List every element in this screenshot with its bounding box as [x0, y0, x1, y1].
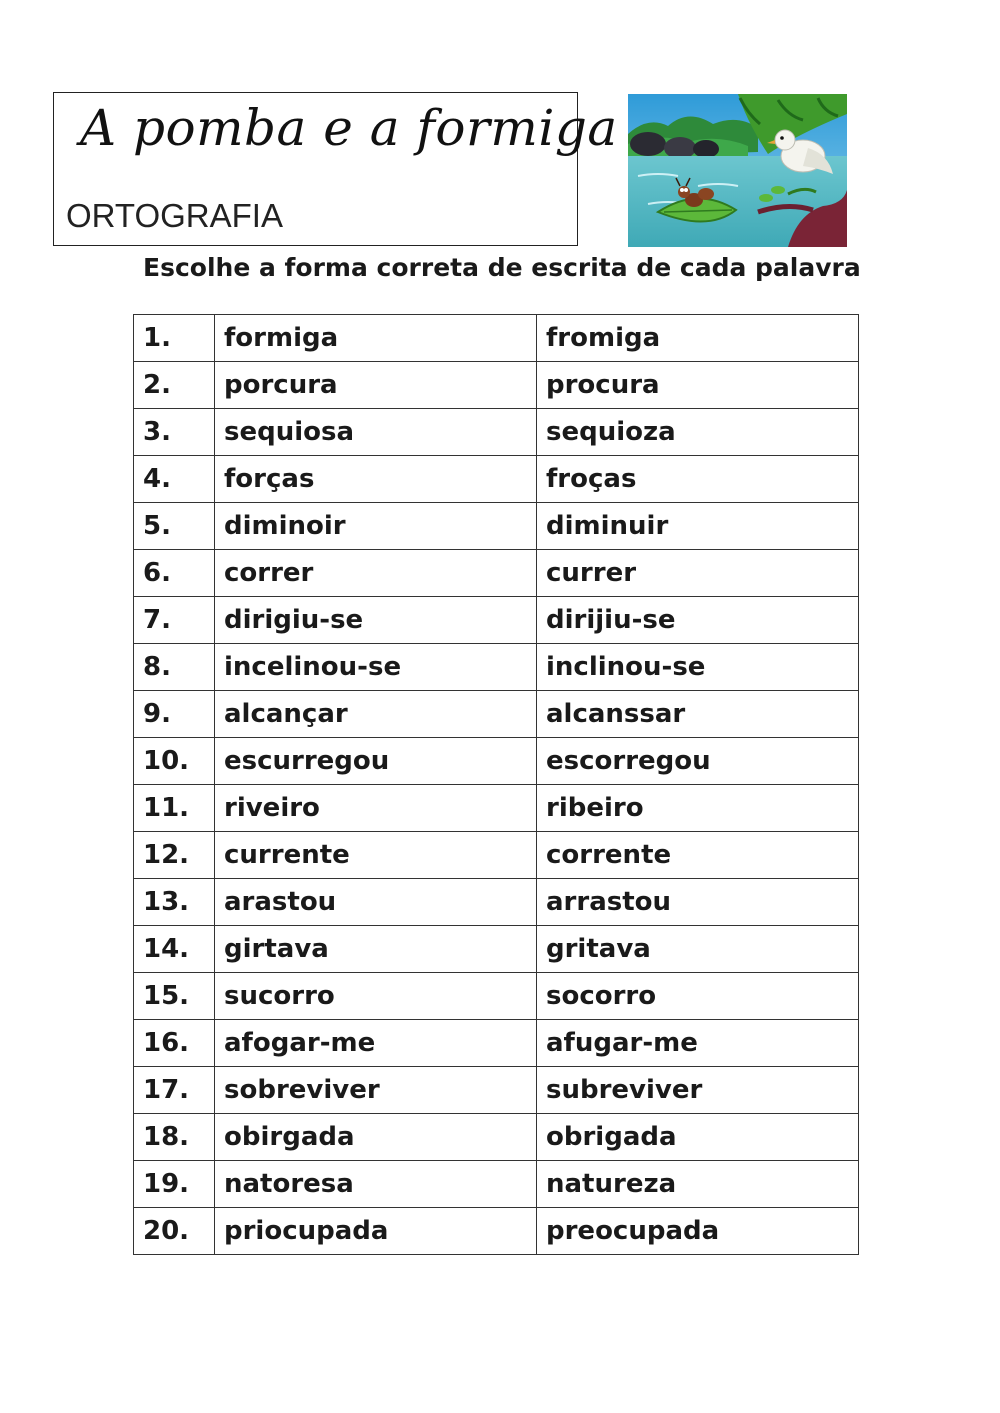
option-b[interactable]: procura — [537, 362, 859, 409]
option-a[interactable]: porcura — [215, 362, 537, 409]
table-row — [134, 691, 859, 738]
option-b[interactable]: escorregou — [537, 738, 859, 785]
spelling-choice-table — [133, 314, 859, 1255]
option-b[interactable]: corrente — [537, 832, 859, 879]
option-b[interactable]: currer — [537, 550, 859, 597]
option-a[interactable]: formiga — [215, 315, 537, 362]
option-a[interactable]: afogar-me — [215, 1020, 537, 1067]
option-b[interactable]: obrigada — [537, 1114, 859, 1161]
table-row — [134, 1208, 859, 1255]
item-number: 16. — [134, 1020, 215, 1067]
item-number: 20. — [134, 1208, 215, 1255]
option-b[interactable]: socorro — [537, 973, 859, 1020]
table-row — [134, 785, 859, 832]
option-b[interactable]: fromiga — [537, 315, 859, 362]
table-row — [134, 503, 859, 550]
table-row — [134, 738, 859, 785]
item-number: 9. — [134, 691, 215, 738]
option-b[interactable]: preocupada — [537, 1208, 859, 1255]
option-b[interactable]: dirijiu-se — [537, 597, 859, 644]
option-a[interactable]: incelinou-se — [215, 644, 537, 691]
option-b[interactable]: alcanssar — [537, 691, 859, 738]
option-b[interactable]: froças — [537, 456, 859, 503]
table-row — [134, 1020, 859, 1067]
option-a[interactable]: alcançar — [215, 691, 537, 738]
worksheet-subtitle: ORTOGRAFIA — [66, 197, 283, 234]
option-a[interactable]: dirigiu-se — [215, 597, 537, 644]
option-a[interactable]: obirgada — [215, 1114, 537, 1161]
option-a[interactable]: natoresa — [215, 1161, 537, 1208]
item-number: 8. — [134, 644, 215, 691]
item-number: 4. — [134, 456, 215, 503]
table-row — [134, 597, 859, 644]
option-b[interactable]: gritava — [537, 926, 859, 973]
table-row — [134, 644, 859, 691]
option-a[interactable]: diminoir — [215, 503, 537, 550]
item-number: 6. — [134, 550, 215, 597]
table-row — [134, 1114, 859, 1161]
table-row — [134, 315, 859, 362]
item-number: 1. — [134, 315, 215, 362]
option-b[interactable]: afugar-me — [537, 1020, 859, 1067]
option-b[interactable]: sequioza — [537, 409, 859, 456]
item-number: 10. — [134, 738, 215, 785]
table-row — [134, 926, 859, 973]
option-a[interactable]: sobreviver — [215, 1067, 537, 1114]
item-number: 7. — [134, 597, 215, 644]
option-b[interactable]: subreviver — [537, 1067, 859, 1114]
item-number: 15. — [134, 973, 215, 1020]
item-number: 2. — [134, 362, 215, 409]
option-b[interactable]: inclinou-se — [537, 644, 859, 691]
option-a[interactable]: currente — [215, 832, 537, 879]
table-row — [134, 879, 859, 926]
table-row — [134, 409, 859, 456]
item-number: 14. — [134, 926, 215, 973]
item-number: 17. — [134, 1067, 215, 1114]
title-box — [53, 92, 618, 246]
item-number: 13. — [134, 879, 215, 926]
table-row — [134, 1161, 859, 1208]
option-a[interactable]: priocupada — [215, 1208, 537, 1255]
option-b[interactable]: arrastou — [537, 879, 859, 926]
item-number: 3. — [134, 409, 215, 456]
option-a[interactable]: sucorro — [215, 973, 537, 1020]
option-b[interactable]: diminuir — [537, 503, 859, 550]
option-a[interactable]: riveiro — [215, 785, 537, 832]
table-row — [134, 832, 859, 879]
item-number: 18. — [134, 1114, 215, 1161]
option-a[interactable]: sequiosa — [215, 409, 537, 456]
worksheet-title: A pomba e a formiga — [80, 99, 618, 157]
table-row — [134, 973, 859, 1020]
table-row — [134, 456, 859, 503]
item-number: 19. — [134, 1161, 215, 1208]
item-number: 12. — [134, 832, 215, 879]
option-a[interactable]: arastou — [215, 879, 537, 926]
table-row — [134, 362, 859, 409]
dove-and-ant-on-leaf-illustration — [628, 94, 847, 247]
option-b[interactable]: ribeiro — [537, 785, 859, 832]
option-a[interactable]: girtava — [215, 926, 537, 973]
table-row — [134, 550, 859, 597]
item-number: 11. — [134, 785, 215, 832]
instruction-text: Escolhe a forma correta de escrita de cada palavra — [143, 253, 861, 282]
option-a[interactable]: forças — [215, 456, 537, 503]
option-a[interactable]: correr — [215, 550, 537, 597]
option-b[interactable]: natureza — [537, 1161, 859, 1208]
item-number: 5. — [134, 503, 215, 550]
option-a[interactable]: escurregou — [215, 738, 537, 785]
table-row — [134, 1067, 859, 1114]
